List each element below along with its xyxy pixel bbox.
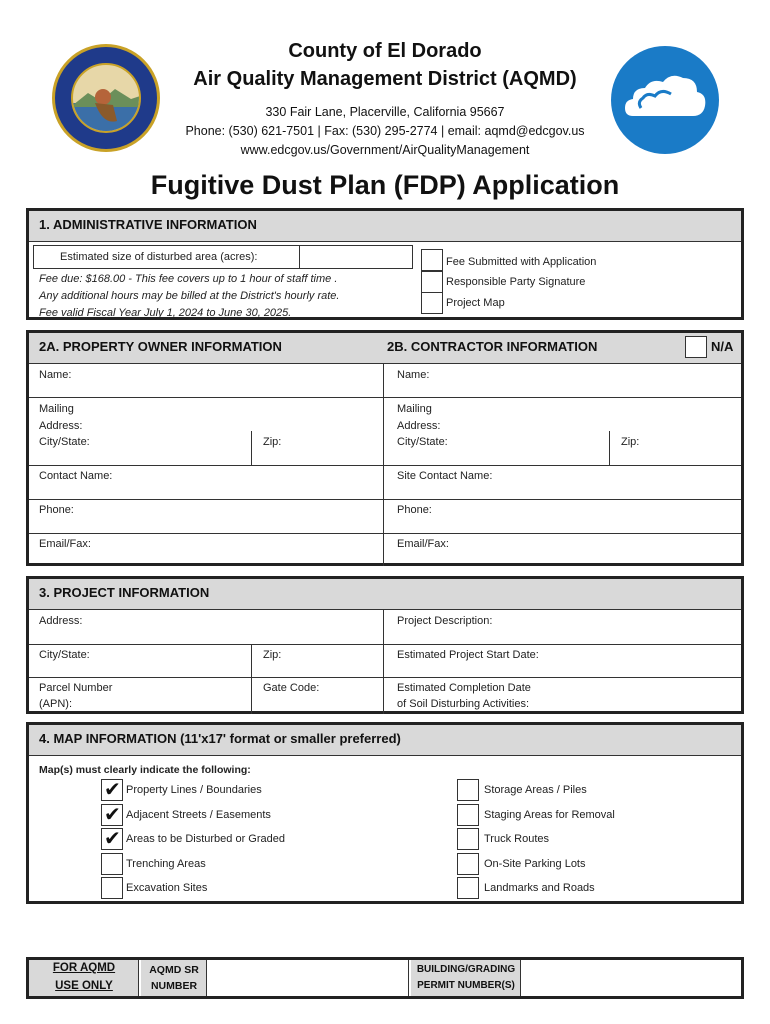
map-right-checkbox-0[interactable] [457, 779, 479, 801]
map-left-checkbox-1[interactable] [101, 804, 123, 826]
contractor-contact-label: Site Contact Name: [397, 470, 493, 482]
parcel-label-1: Parcel Number [39, 682, 113, 694]
permit-number-input[interactable] [523, 960, 741, 996]
permit-number-label-cell [411, 960, 521, 996]
signature-checkbox[interactable] [421, 271, 443, 293]
map-left-checkbox-3[interactable] [101, 853, 123, 875]
map-left-label-2: Areas to be Disturbed or Graded [126, 833, 285, 845]
row-divider [29, 499, 741, 500]
map-left-checkbox-0[interactable] [101, 779, 123, 801]
checkmark-icon: ✔ [104, 826, 121, 850]
row-divider [29, 465, 741, 466]
contractor-zip-label: Zip: [621, 436, 640, 448]
row-divider [29, 397, 741, 398]
permit-line1: BUILDING/GRADING [416, 964, 516, 975]
aqmd-use-line2: USE ONLY [55, 980, 113, 992]
map-right-label-2: Truck Routes [484, 833, 550, 845]
project-map-label: Project Map [446, 297, 505, 309]
project-description-label: Project Description: [397, 615, 493, 627]
section-2a-title: 2A. PROPERTY OWNER INFORMATION [39, 339, 282, 354]
section-1-header: 1. ADMINISTRATIVE INFORMATION [29, 211, 741, 242]
owner-mailing-label: Mailing [39, 403, 74, 415]
map-right-label-3: On-Site Parking Lots [484, 858, 586, 870]
sr-number-input[interactable] [209, 960, 409, 996]
parcel-label-2: (APN): [39, 698, 72, 710]
district-contact: Phone: (530) 621-7501 | Fax: (530) 295-2774 | email: aqmd@edcgov.us [185, 124, 585, 138]
map-left-checkbox-2[interactable] [101, 828, 123, 850]
area-field [33, 245, 413, 269]
contractor-na-checkbox[interactable] [685, 336, 707, 358]
owner-address-label: Address: [39, 420, 83, 432]
contractor-na-label: N/A [711, 339, 734, 354]
section-2b-title: 2B. CONTRACTOR INFORMATION [387, 339, 598, 354]
contractor-name-label: Name: [397, 369, 430, 381]
map-left-label-3: Trenching Areas [126, 858, 206, 870]
owner-zip-divider [251, 431, 252, 465]
contractor-email-label: Email/Fax: [397, 538, 449, 550]
seal-figure [71, 63, 141, 133]
district-name: Air Quality Management District (AQMD) [193, 68, 577, 90]
row-divider [29, 677, 741, 678]
owner-contact-label: Contact Name: [39, 470, 113, 482]
map-left-checkbox-4[interactable] [101, 877, 123, 899]
fee-submitted-checkbox[interactable] [421, 249, 443, 271]
row-divider [29, 644, 741, 645]
district-address: 330 Fair Lane, Placerville, California 95667 [265, 105, 505, 119]
footer-office-use [26, 957, 744, 999]
map-right-checkbox-4[interactable] [457, 877, 479, 899]
sr-number-line1: AQMD SR [149, 964, 199, 976]
map-right-checkbox-1[interactable] [457, 804, 479, 826]
map-intro: Map(s) must clearly indicate the following: [39, 764, 251, 776]
county-seal-logo [52, 44, 160, 152]
form-title: Fugitive Dust Plan (FDP) Application [150, 170, 620, 200]
section-3-header: 3. PROJECT INFORMATION [29, 579, 741, 610]
map-left-label-4: Excavation Sites [126, 882, 208, 894]
owner-zip-label: Zip: [263, 436, 282, 448]
map-left-label-0: Property Lines / Boundaries [126, 784, 262, 796]
aqmd-use-line1: FOR AQMD [52, 962, 116, 974]
checkmark-icon: ✔ [104, 802, 121, 826]
owner-city-label: City/State: [39, 436, 90, 448]
map-right-label-1: Staging Areas for Removal [484, 809, 615, 821]
row-divider [29, 533, 741, 534]
org-name: County of El Dorado [288, 40, 482, 62]
checkmark-icon: ✔ [104, 777, 121, 801]
completion-label-1: Estimated Completion Date [397, 682, 531, 694]
section-2-header [29, 333, 741, 364]
area-input[interactable] [299, 245, 389, 269]
signature-label: Responsible Party Signature [446, 276, 586, 288]
map-right-label-0: Storage Areas / Piles [484, 784, 587, 796]
contractor-city-label: City/State: [397, 436, 448, 448]
section-map [26, 722, 744, 904]
project-zip-label: Zip: [263, 649, 282, 661]
contractor-address-label: Address: [397, 420, 441, 432]
fee-line-1: Fee due: $168.00 - This fee covers up to 1 hour of staff time . [39, 273, 338, 285]
contractor-zip-divider [609, 431, 610, 465]
project-city-label: City/State: [39, 649, 90, 661]
section-owner-contractor [26, 330, 744, 566]
map-left-label-1: Adjacent Streets / Easements [126, 809, 271, 821]
owner-email-label: Email/Fax: [39, 538, 91, 550]
contractor-phone-label: Phone: [397, 504, 432, 516]
district-website: www.edcgov.us/Government/AirQualityManagement [240, 143, 530, 157]
section-3-divider [383, 610, 384, 714]
completion-label-2: of Soil Disturbing Activities: [397, 698, 530, 710]
sr-number-line2: NUMBER [150, 980, 198, 992]
fee-submitted-label: Fee Submitted with Application [446, 256, 597, 268]
project-start-label: Estimated Project Start Date: [397, 649, 539, 661]
map-right-checkbox-3[interactable] [457, 853, 479, 875]
section-4-header: 4. MAP INFORMATION (11'x17' format or smaller preferred) [29, 725, 741, 756]
fee-line-2: Any additional hours may be billed at the District's hourly rate. [39, 290, 340, 302]
sr-number-label-cell [141, 960, 207, 996]
area-label: Estimated size of disturbed area (acres): [60, 251, 258, 263]
cloud-icon [611, 46, 719, 154]
project-map-checkbox[interactable] [421, 292, 443, 314]
section-administrative [26, 208, 744, 320]
map-right-label-4: Landmarks and Roads [484, 882, 595, 894]
owner-phone-label: Phone: [39, 504, 74, 516]
map-right-checkbox-2[interactable] [457, 828, 479, 850]
section-project [26, 576, 744, 714]
contractor-mailing-label: Mailing [397, 403, 432, 415]
aqmd-use-only-cell [29, 960, 139, 996]
project-address-label: Address: [39, 615, 83, 627]
project-zip-divider [251, 644, 252, 714]
permit-line2: PERMIT NUMBER(S) [417, 980, 515, 991]
gate-code-label: Gate Code: [263, 682, 320, 694]
owner-name-label: Name: [39, 369, 72, 381]
fee-line-3: Fee valid Fiscal Year July 1, 2024 to June 30, 2025. [39, 307, 292, 319]
